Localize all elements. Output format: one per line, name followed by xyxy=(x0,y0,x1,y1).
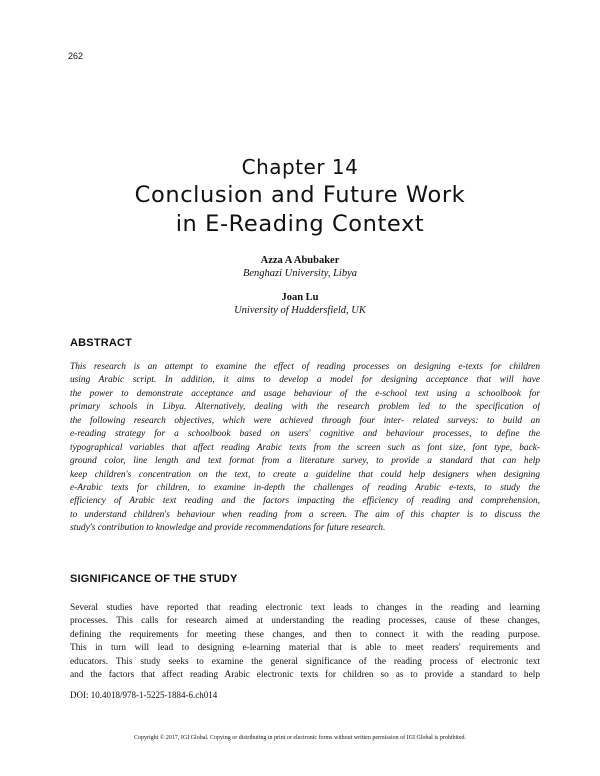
text-line: primary schools in Libya. Alternatively, dealing with the research problem led to the specification of xyxy=(70,402,540,413)
text-line: educators. This study seeks to examine the general significance of the reading process of electronic text xyxy=(70,656,540,667)
author-affiliation: University of Huddersfield, UK xyxy=(234,305,366,316)
author-affiliation: Benghazi University, Libya xyxy=(242,268,358,279)
doi: DOI: 10.4018/978-1-5225-1884-6.ch014 xyxy=(70,690,218,700)
author-block xyxy=(0,254,600,280)
text-line: ground color, line length and text format from a literature survey, to provide a standard that can help xyxy=(70,456,540,467)
chapter-title-line: Conclusion and Future Work xyxy=(134,182,466,208)
copyright-notice: Copyright © 2017, IGI Global. Copying or distributing in print or electronic forms without written permission of IGI Global is prohibited. xyxy=(133,735,466,741)
author-block xyxy=(0,291,600,317)
text-line: processes. This calls for research aimed at understanding the reading processes, cause of these changes, xyxy=(70,616,540,627)
text-line: to understand children's behaviour when reading from a screen. The aim of this chapter is to discuss the xyxy=(70,509,540,520)
page-number: 262 xyxy=(68,51,84,61)
abstract-text xyxy=(70,361,540,536)
abstract-heading: ABSTRACT xyxy=(70,337,133,349)
text-line: This research is an attempt to examine the effect of reading processes on designing e-texts for children xyxy=(70,362,540,372)
significance-heading: SIGNIFICANCE OF THE STUDY xyxy=(70,573,238,585)
text-line: e-reading strategy for a schoolbook based on users' cognitive and behaviour processes, to define the xyxy=(70,429,540,440)
text-line: This in turn will lead to designing e-learning material that is able to meet readers' requirements and xyxy=(70,643,540,654)
chapter-title-line: in E-Reading Context xyxy=(175,211,425,237)
text-line: defining the requirements for meeting these changes, and then to connect it with the reading purpose. xyxy=(70,629,540,640)
text-line: study's contribution to knowledge and provide recommendations for future research. xyxy=(70,523,386,534)
text-line: e-Arabic texts for children, to examine in-depth the challenges of reading Arabic e-texts, to study the xyxy=(70,482,540,493)
text-line: typographical variables that affect reading Arabic texts from the screen such as font size, font type, back- xyxy=(70,442,540,453)
significance-text xyxy=(70,602,540,683)
text-line: keep children's concentration on the text, to create a guideline that could help designers when designing xyxy=(70,469,540,480)
chapter-title xyxy=(0,181,600,239)
text-line: the following research objectives, which were achieved through four inter- related surveys: to build an xyxy=(70,415,540,426)
text-line: using Arabic script. In addition, it aims to develop a model for designing acceptance that will have xyxy=(70,375,540,386)
chapter-label: Chapter 14 xyxy=(241,155,359,179)
author-name: Azza A Abubaker xyxy=(260,255,340,266)
author-name: Joan Lu xyxy=(281,292,319,303)
text-line: Several studies have reported that reading electronic text leads to changes in the reading and learning xyxy=(70,603,540,613)
text-line: and the factors that affect reading Arabic electronic texts for children so as to provide a standard to help xyxy=(70,670,540,681)
text-line: efficiency of Arabic text reading and the factors impacting the efficiency of reading and comprehension, xyxy=(70,496,540,507)
text-line: the power to demonstrate acceptance and usage behaviour of the e-school text using a schoolbook for xyxy=(70,388,540,399)
